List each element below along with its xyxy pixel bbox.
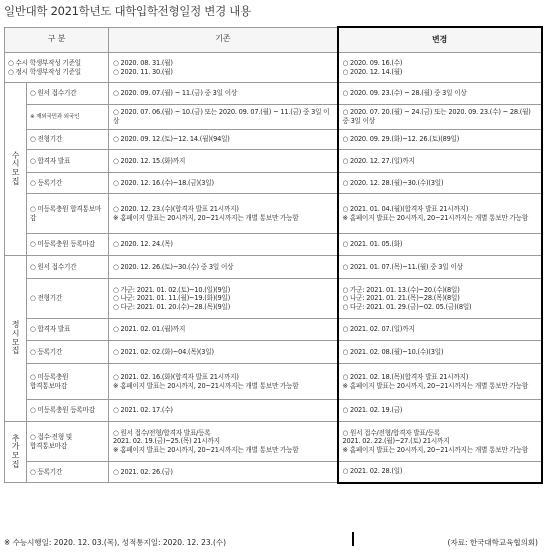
new-date-cell: ○ 2020. 09. 16.(수) ○ 2020. 12. 14.(월) [338, 53, 542, 83]
old-date-cell: ○ 2020. 12. 15.(화)까지 [109, 150, 338, 173]
row-label: ○ 합격자 발표 [27, 319, 109, 341]
old-date-cell: ○ 2020. 08. 31.(월) ○ 2020. 11. 30.(월) [109, 53, 338, 83]
footer-note: ※ 수능시행일: 2020. 12. 03.(목), 성적통지일: 2020. 12. 23.(수) [4, 538, 227, 547]
old-date-cell: ○ 2020. 12. 16.(수)~18.(금)(3일) [109, 173, 338, 194]
old-date-cell: ○ 2021. 02. 01.(월)까지 [109, 319, 338, 341]
row-label: ○ 미등록충원 합격통보마감 [27, 364, 109, 400]
old-date-cell: ○ 2021. 02. 02.(화)~04.(목)(3일) [109, 341, 338, 364]
row-label: ○ 수시 학생부작성 기준일 ○ 정시 학생부작성 기준일 [5, 53, 109, 83]
row-label: ○ 원서 접수기간 [27, 256, 109, 279]
category-cell: 정 시 모 집 [5, 256, 27, 422]
old-date-cell: ○ 2020. 12. 24.(목) [109, 234, 338, 256]
header-old: 기존 [109, 27, 338, 53]
row-label: ○ 전형기간 [27, 279, 109, 319]
new-date-cell: ○ 2020. 09. 23.(수) ~ 28.(월) 중 3일 이상 [338, 83, 542, 105]
new-date-cell: ○ 가군: 2021. 01. 13.(수)~20.(수)(8일) ○ 나군: 2021. 01. 21.(목)~28.(목)(8일) ○ 다군: 2021. 01. 29.(금)~02. 05.(금)(8일) [338, 279, 542, 319]
footer-divider [352, 532, 354, 546]
old-date-cell: ○ 원서 접수/전형/합격자 발표/등록 2021. 02. 19.(금)~25.(목) 21시까지 ※ 홈페이지 발표는 20시까지, 20~21시까지는 개별 통보만 가능함 [109, 422, 338, 462]
row-label: ○ 미등록충원 등록마감 [27, 400, 109, 422]
page-title: 일반대학 2021학년도 대학입학전형일정 변경 내용 [4, 4, 251, 18]
table-row [5, 341, 542, 364]
row-label: ○ 등록기간 [27, 173, 109, 194]
table-row [5, 150, 542, 173]
new-date-cell: ○ 2020. 09. 29.(화)~12. 26.(토)(89일) [338, 130, 542, 150]
old-date-cell: ○ 2020. 09. 12.(토)~12. 14.(월)(94일) [109, 130, 338, 150]
row-label: ○ 미등록충원 합격통보마감 [27, 194, 109, 234]
new-date-cell: ○ 2021. 02. 28.(일) [338, 462, 542, 483]
new-date-cell: ○ 2021. 02. 07.(일)까지 [338, 319, 542, 341]
old-date-cell: ○ 2021. 02. 26.(금) [109, 462, 338, 483]
table-row [5, 53, 542, 83]
header-new: 변경 [338, 27, 542, 53]
header-gubun: 구 분 [5, 27, 109, 53]
new-date-cell: ○ 2020. 12. 28.(월)~30.(수)(3일) [338, 173, 542, 194]
row-label: ※ 재외국민과 외국인 [27, 105, 109, 130]
table-row [5, 256, 542, 279]
row-label: ○ 등록기간 [27, 341, 109, 364]
table-row [5, 279, 542, 319]
new-date-cell: ○ 2021. 01. 05.(화) [338, 234, 542, 256]
old-date-cell: ○ 2020. 07. 06.(월) ~ 10.(금) 또는 2020. 09. 07.(월) ~ 11.(금) 중 3일 이상 [109, 105, 338, 130]
row-label: ○ 접수·전형 및 합격통보마감 [27, 422, 109, 462]
category-cell: 수 시 모 집 [5, 83, 27, 256]
table-row [5, 400, 542, 422]
table-row [5, 234, 542, 256]
row-label: ○ 등록기간 [27, 462, 109, 483]
row-label: ○ 전형기간 [27, 130, 109, 150]
new-date-cell: ○ 2021. 02. 18.(목)(합격자 발표 21시까지) ※ 홈페이지 발표는 20시까지, 20~21시까지는 개별 통보만 가능함 [338, 364, 542, 400]
new-date-cell: ○ 2021. 02. 19.(금) [338, 400, 542, 422]
old-date-cell: ○ 가군: 2021. 01. 02.(토)~10.(일)(9일) ○ 나군: 2021. 01. 11.(월)~19.(화)(9일) ○ 다군: 2021. 01. 20.(수)~28.(목)(9일) [109, 279, 338, 319]
footer-source: (자료: 한국대학교육협의회) [447, 538, 538, 547]
table-header-row [5, 27, 542, 53]
old-date-cell: ○ 2020. 09. 07.(월) ~ 11.(금) 중 3일 이상 [109, 83, 338, 105]
table-row [5, 364, 542, 400]
new-date-cell: ○ 2021. 01. 07.(목)~11.(월) 중 3일 이상 [338, 256, 542, 279]
old-date-cell: ○ 2020. 12. 23.(수)(합격자 발표 21시까지) ※ 홈페이지 발표는 20시까지, 20~21시까지는 개별 통보만 가능함 [109, 194, 338, 234]
old-date-cell: ○ 2021. 02. 17.(수) [109, 400, 338, 422]
table-row [5, 194, 542, 234]
category-cell: 추 가 모 집 [5, 422, 27, 483]
old-date-cell: ○ 2021. 02. 16.(화)(합격자 발표 21시까지) ※ 홈페이지 발표는 20시까지, 20~21시까지는 개별 통보만 가능함 [109, 364, 338, 400]
table-row [5, 462, 542, 483]
schedule-table [4, 26, 543, 484]
table-row [5, 83, 542, 105]
new-date-cell: ○ 2021. 01. 04.(월)(합격자 발표 21시까지) ※ 홈페이지 발표는 20시까지, 20~21시까지는 개별 통보만 가능함 [338, 194, 542, 234]
row-label: ○ 원서 접수기간 [27, 83, 109, 105]
table-row [5, 105, 542, 130]
table-row [5, 130, 542, 150]
row-label: ○ 미등록충원 등록마감 [27, 234, 109, 256]
new-date-cell: ○ 2020. 12. 27.(일)까지 [338, 150, 542, 173]
new-date-cell: ○ 원서 접수/전형/합격자 발표/등록 2021. 02. 22.(월)~27.(토) 21시까지 ※ 홈페이지 발표는 20시까지, 20~21시까지는 개별 통보만 가능함 [338, 422, 542, 462]
new-date-cell: ○ 2020. 07. 20.(월) ~ 24.(금) 또는 2020. 09. 23.(수) ~ 28.(월) 중 3일 이상 [338, 105, 542, 130]
new-date-cell: ○ 2021. 02. 08.(월)~10.(수)(3일) [338, 341, 542, 364]
table-row [5, 319, 542, 341]
table-row [5, 422, 542, 462]
old-date-cell: ○ 2020. 12. 26.(토)~30.(수) 중 3일 이상 [109, 256, 338, 279]
row-label: ○ 합격자 발표 [27, 150, 109, 173]
table-row [5, 173, 542, 194]
